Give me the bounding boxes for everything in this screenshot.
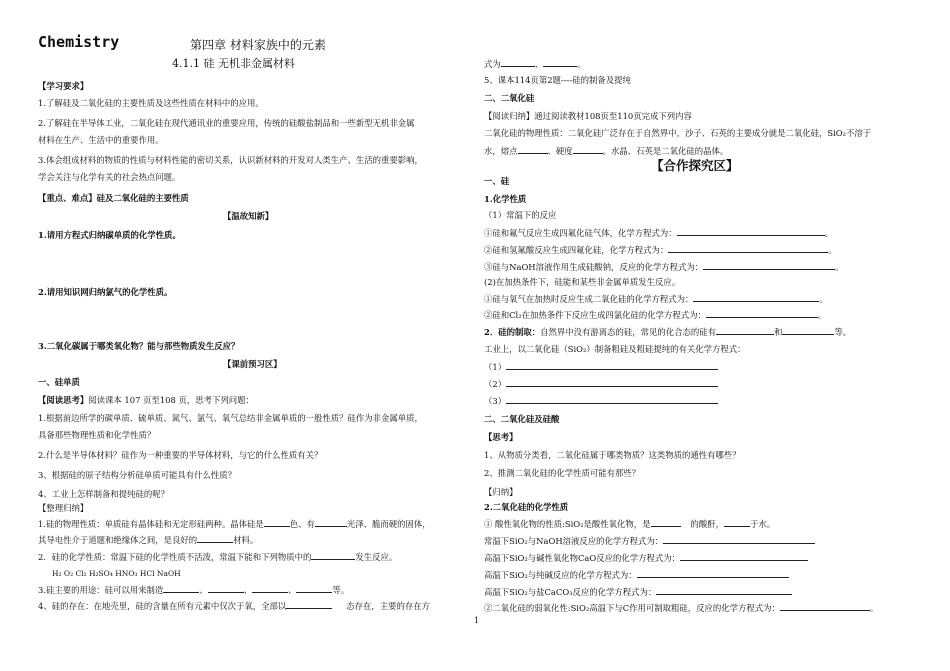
answer-blank[interactable] [501, 58, 535, 67]
answer-blank[interactable] [506, 395, 718, 404]
silica-cao: 高温下SiO₂与碱性氧化物CaO反应的化学方程式为： [484, 552, 808, 564]
chapter-title: 第四章 材料家族中的元素 [190, 38, 326, 52]
silicon-existence: 4、硅的存在：在地壳里，硅的含量在所有元素中仅次于氧，全部以 态存在，主要的存在方 [38, 601, 430, 611]
answer-blank[interactable] [651, 518, 681, 527]
think-q2: 2、推测二氧化硅的化学性质可能有那些？ [484, 468, 641, 478]
think-q1: 1、从物质分类看，二氧化硅属于哪类物质？这类物质的通性有哪些？ [484, 450, 741, 460]
coop-silicon: 一、硅 [484, 176, 510, 186]
question-2: 2.请用知识网归纳氯气的化学性质。 [38, 287, 173, 297]
brand-label: Chemistry [38, 33, 120, 51]
physical-properties-line1: 1.硅的物理性质：单质硅有晶体硅和无定形硅两种。晶体硅是 色、有 光泽、脆而硬的固体， [38, 519, 431, 529]
existence-forms: 式为 、 。 [484, 59, 586, 69]
think-heading: 【思考】 [484, 432, 518, 442]
answer-blank[interactable] [706, 309, 818, 318]
preview-q4: 4、工业上怎样制备和提纯硅的呢？ [38, 489, 169, 499]
cooperation-heading: 【合作探究区】 [651, 158, 739, 173]
equation-2: ②硅和氢氟酸反应生成四氟化硅，化学方程式为： 。 [484, 245, 837, 255]
silica-soda: 高温下SiO₂与纯碱反应的化学方程式为： [484, 569, 789, 581]
preview-q1a: 1.根据前边所学的碳单质、硫单质、氮气、氯气、氧气总结非金属单质的一般性质？硅作为非金属单质， [38, 413, 423, 423]
read-think [38, 395, 254, 406]
silica-naoh: 常温下SiO₂与NaOH溶液反应的化学方程式为： [484, 535, 815, 547]
item-5: 5、课本114页第2题----硅的制备及提纯 [484, 75, 631, 85]
industrial-preparation: 工业上，以二氧化硅（SiO₂）制备粗硅及粗硅提纯的有关化学方程式： [484, 344, 746, 354]
question-3: 3.二氧化碳属于哪类氧化物？能与那些物质发生反应？ [38, 341, 240, 351]
physical-properties-line2: 其导电性介于道题和绝缘体之间，是良好的 材料。 [38, 535, 259, 545]
room-temp-reactions: （1）常温下的反应 [484, 210, 557, 220]
key-points: 【重点、难点】硅及二氧化硅的主要性质 [38, 193, 189, 203]
chemical-properties: 2．硅的化学性质：常温下硅的化学性质不活泼，常温下能和下列物质中的 发生反应。 [38, 552, 398, 562]
acidic-oxide-property: ① 酸性氧化物的性质:SiO₂是酸性氧化物，是 的酸酐， 于水。 [484, 519, 776, 529]
silicon-uses: 3.硅主要的用途：硅可以用来制造 、 、 、 等。 [38, 585, 350, 595]
answer-blank[interactable] [637, 569, 789, 578]
section-silica: 二、二氧化硅 [484, 93, 535, 103]
read-think-label: 【阅读思考】 [38, 395, 89, 405]
review-heading: 【温故知新】 [223, 211, 274, 221]
silicon-production: 2．硅的制取：自然界中没有游离态的硅，常见的化合态的硅有 和 等。 [484, 327, 852, 337]
answer-blank[interactable] [724, 518, 750, 527]
read-summary: 【阅读归纳】通过阅读教材108页至110页完成下列内容 [484, 111, 692, 121]
requirements-heading: 【学习要求】 [38, 81, 89, 91]
requirement-3b: 学会关注与化学有关的社会热点问题。 [38, 172, 181, 182]
answer-blank[interactable] [782, 326, 834, 335]
requirement-2a: 2.了解硅在半导体工业，二氧化硅在现代通讯业的重要应用，传统的硅酸盐制品和一些新型无机非金属 [38, 118, 415, 128]
question-1: 1.请用方程式归纳碳单质的化学性质。 [38, 230, 181, 240]
answer-blank[interactable] [668, 244, 828, 253]
answer-blank[interactable] [693, 293, 819, 302]
answer-blank[interactable] [252, 584, 288, 593]
answer-blank[interactable] [264, 518, 290, 527]
equation-4: ①硅与氧气在加热时反应生成二氧化硅的化学方程式为： 。 [484, 294, 828, 304]
section-title: 4.1.1 硅 无机非金属材料 [172, 57, 295, 70]
step-1: （1） [484, 361, 718, 373]
answer-blank[interactable] [656, 586, 792, 595]
requirement-1: 1.了解硅及二氧化硅的主要性质及这些性质在材料中的应用。 [38, 98, 264, 108]
answer-blank[interactable] [286, 600, 332, 609]
answer-blank[interactable] [680, 552, 808, 561]
answer-blank[interactable] [543, 58, 577, 67]
answer-blank[interactable] [311, 551, 355, 560]
answer-blank[interactable] [208, 584, 244, 593]
chemical-properties-heading: 1.化学性质 [484, 194, 527, 204]
read-think-text: 阅读课本 107 页至108 页，思考下列问题： [88, 395, 254, 405]
section-silica-silicic-acid: 二、二氧化硅及硅酸 [484, 414, 560, 424]
step-3: （3） [484, 395, 718, 407]
page-number: 1 [474, 616, 480, 625]
heating-reactions: (2)在加热条件下，硅能和某些非金属单质发生反应。 [484, 277, 681, 287]
requirement-3a: 3.体会组成材料的物质的性质与材料性能的密切关系，认识新材料的开发对人类生产、生活的重要影响， [38, 155, 423, 165]
silica-physical-1: 二氧化硅的物理性质：二氧化硅广泛存在于自然界中，沙子、石英的主要成分就是二氧化硅，SiO₂不溶于 [484, 128, 872, 138]
answer-blank[interactable] [677, 227, 825, 236]
equation-1: ①硅和氟气反应生成四氟化硅气体，化学方程式为： 。 [484, 228, 833, 238]
answer-blank[interactable] [506, 361, 718, 370]
equation-3: ③硅与NaOH溶液作用生成硅酸钠，反应的化学方程式为： 。 [484, 262, 844, 272]
silica-weak-oxidation: ②二氧化硅的弱氧化性:SiO₂高温下与C作用可制取粗硅，反应的化学方程式为： 。 [484, 603, 879, 613]
preview-heading: 【课前预习区】 [223, 359, 282, 369]
summary-heading: 【整理归纳】 [38, 503, 89, 513]
answer-blank[interactable] [663, 535, 815, 544]
answer-blank[interactable] [780, 602, 870, 611]
answer-blank[interactable] [573, 145, 603, 154]
conclude-heading: 【归纳】 [484, 487, 518, 497]
answer-blank[interactable] [506, 378, 718, 387]
answer-blank[interactable] [163, 584, 199, 593]
answer-blank[interactable] [315, 518, 347, 527]
silica-physical-2: 水，熔点 、硬度 。水晶、石英是二氧化硅的晶体。 [484, 146, 729, 156]
answer-blank[interactable] [518, 145, 548, 154]
answer-blank[interactable] [197, 534, 233, 543]
section-silicon: 一、硅单质 [38, 377, 80, 387]
silica-chem-heading: 2.二氧化硅的化学性质 [484, 502, 569, 512]
preview-q1b: 具备那些物理性质和化学性质？ [38, 430, 156, 440]
preview-q2: 2.什么是半导体材料？硅作为一种重要的半导体材料，与它的什么性质有关？ [38, 450, 323, 460]
requirement-2b: 材料在生产、生活中的重要作用。 [38, 135, 164, 145]
reagent-list: H₂ O₂ Cl₂ H₂SO₄ HNO₃ HCl NaOH [52, 569, 181, 578]
silica-caco3: 高温下SiO₂与盐CaCO₃反应的化学方程式为： [484, 586, 792, 598]
equation-5: ②硅和Cl₂在加热条件下反应生成四氯化硅的化学方程式为： 。 [484, 310, 827, 320]
step-2: （2） [484, 378, 718, 390]
answer-blank[interactable] [296, 584, 332, 593]
answer-blank[interactable] [716, 326, 774, 335]
preview-q3: 3、根据硅的原子结构分析硅单质可能具有什么性质？ [38, 470, 236, 480]
answer-blank[interactable] [703, 261, 835, 270]
